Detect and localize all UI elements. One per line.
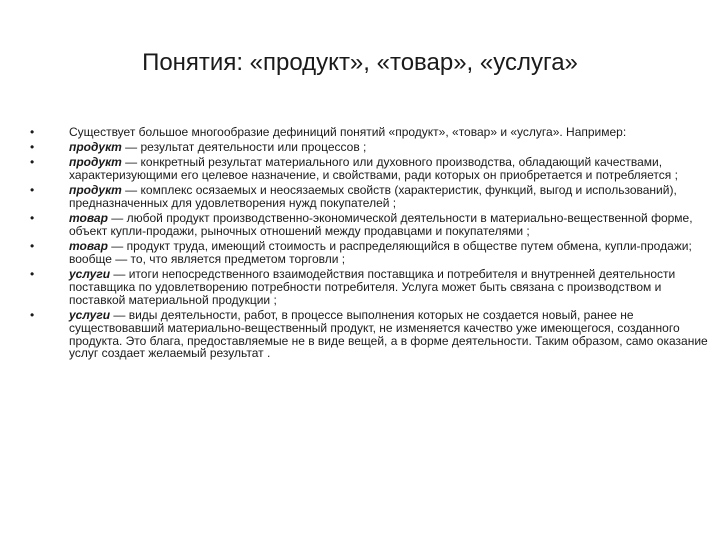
bullet-icon: • — [30, 125, 35, 139]
list-item — [30, 126, 710, 139]
list-item — [30, 141, 710, 154]
bullet-icon: • — [30, 308, 35, 323]
list-item-text: — итоги непосредственного взаимодействия поставщика и потребителя и внутренней деятельности поставщика по удовлетворению потребности потребителя. Услуга может быть связана с производством и поставкой материальной продукции ; — [69, 267, 676, 307]
bullet-icon: • — [30, 140, 35, 155]
list-item-term: продукт — [69, 140, 122, 155]
list-item — [30, 212, 710, 238]
list-item-term: товар — [69, 211, 108, 226]
list-item-text: — конкретный результат материального или духовного производства, обладающий качествами, характеризующими его целевое назначение, и свойствами, ради которых он приобретается и потребляется ; — [69, 155, 678, 183]
list-item-term: услуги — [69, 267, 111, 282]
list-item-term: услуги — [69, 308, 111, 323]
list-item — [30, 240, 710, 266]
list-item — [30, 268, 710, 306]
list-item-text: — комплекс осязаемых и неосязаемых свойств (характеристик, функций, выгод и использований), предназначенных для удовлетворения нужд покупателей ; — [69, 183, 677, 211]
list-item-text: — любой продукт производственно-экономической деятельности в материально-вещественной форме, объект купли-продажи, рыночных отношений между продавцами и покупателями ; — [69, 211, 693, 239]
list-item-text: — виды деятельности, работ, в процессе выполнения которых не создается новый, ранее не существовавший материально-вещественный продукт, не изменяется качество уже имеющегося, созданного продукта. Это блага, предоставляемые не в виде вещей, а в форме деятельности. Таким образом, само оказание услуг создает желаемый результат . — [69, 308, 708, 361]
list-item-term: продукт — [69, 155, 122, 170]
list-item — [30, 156, 710, 182]
list-item-text: — результат деятельности или процессов ; — [121, 140, 367, 155]
bullet-icon: • — [30, 155, 35, 170]
bullet-icon: • — [30, 267, 35, 282]
bullet-icon: • — [30, 239, 35, 254]
slide-title: Понятия: «продукт», «товар», «услуга» — [142, 49, 578, 76]
list-item — [30, 309, 710, 360]
definitions-list — [30, 126, 710, 363]
list-item — [30, 184, 710, 210]
list-item-text: — продукт труда, имеющий стоимость и распределяющийся в обществе путем обмена, купли-продажи; вообще — то, что является предметом торговли ; — [69, 239, 692, 267]
list-item-text: Существует большое многообразие дефиниций понятий «продукт», «товар» и «услуга». Например: — [69, 125, 627, 139]
list-item-term: продукт — [69, 183, 122, 198]
bullet-icon: • — [30, 183, 35, 198]
list-item-term: товар — [69, 239, 108, 254]
bullet-icon: • — [30, 211, 35, 226]
